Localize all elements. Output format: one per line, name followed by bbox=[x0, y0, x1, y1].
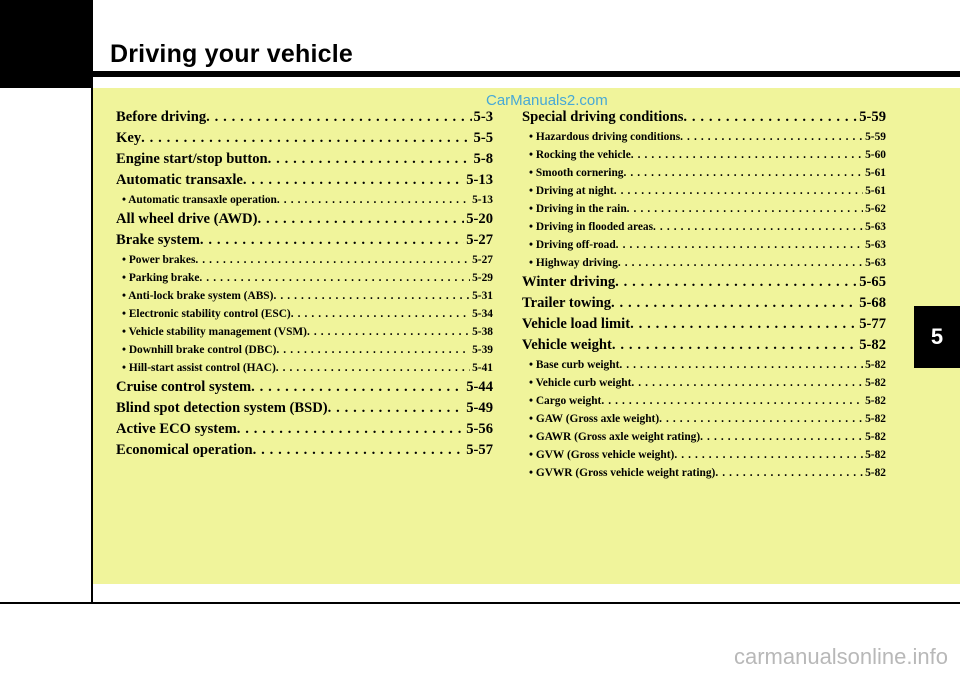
toc-entry-page: 5-77 bbox=[859, 316, 886, 332]
toc-right-column bbox=[522, 107, 886, 482]
dot-leader bbox=[612, 335, 857, 356]
toc-subentry[interactable] bbox=[522, 164, 886, 182]
toc-left-column bbox=[116, 107, 493, 461]
dot-leader bbox=[195, 251, 470, 269]
toc-entry-page: 5-60 bbox=[865, 149, 886, 161]
dot-leader bbox=[631, 374, 863, 392]
toc-entry[interactable] bbox=[116, 170, 493, 191]
toc-entry-page: 5-20 bbox=[466, 211, 493, 227]
dot-leader bbox=[614, 182, 863, 200]
toc-entry-page: 5-5 bbox=[473, 130, 493, 146]
dot-leader bbox=[680, 128, 863, 146]
corner-block bbox=[0, 0, 92, 88]
dot-leader bbox=[611, 293, 857, 314]
toc-entry[interactable] bbox=[116, 149, 493, 170]
toc-entry-page: 5-41 bbox=[472, 362, 493, 374]
toc-entry-title: Vehicle weight bbox=[522, 337, 612, 353]
dot-leader bbox=[268, 149, 472, 170]
toc-entry-page: 5-68 bbox=[859, 295, 886, 311]
toc-entry-page: 5-61 bbox=[865, 167, 886, 179]
toc-entry-title: • Driving off-road bbox=[529, 239, 616, 251]
dot-leader bbox=[276, 359, 470, 377]
toc-entry-title: Blind spot detection system (BSD) bbox=[116, 400, 328, 416]
toc-entry-title: • Base curb weight bbox=[529, 359, 620, 371]
dot-leader bbox=[615, 272, 857, 293]
title-underline bbox=[93, 71, 960, 77]
toc-entry[interactable] bbox=[522, 293, 886, 314]
toc-subentry[interactable] bbox=[522, 356, 886, 374]
toc-entry-title: • Hazardous driving conditions bbox=[529, 131, 681, 143]
dot-leader bbox=[627, 200, 863, 218]
toc-subentry[interactable] bbox=[116, 359, 493, 377]
dot-leader bbox=[307, 323, 470, 341]
toc-entry-title: Cruise control system bbox=[116, 379, 252, 395]
toc-entry-title: • Driving in the rain bbox=[529, 203, 627, 215]
dot-leader bbox=[251, 377, 464, 398]
dot-leader bbox=[273, 287, 470, 305]
toc-entry-title: Trailer towing bbox=[522, 295, 612, 311]
toc-entry-title: Special driving conditions bbox=[522, 109, 684, 125]
dot-leader bbox=[700, 428, 863, 446]
toc-entry[interactable] bbox=[522, 335, 886, 356]
dot-leader bbox=[328, 398, 465, 419]
toc-subentry[interactable] bbox=[522, 464, 886, 482]
toc-subentry[interactable] bbox=[116, 341, 493, 359]
toc-subentry[interactable] bbox=[522, 254, 886, 272]
toc-subentry[interactable] bbox=[116, 191, 493, 209]
toc-entry-title: Vehicle load limit bbox=[522, 316, 631, 332]
page-title: Driving your vehicle bbox=[110, 40, 353, 68]
toc-entry-page: 5-59 bbox=[865, 131, 886, 143]
toc-entry-page: 5-3 bbox=[473, 109, 493, 125]
toc-entry-page: 5-29 bbox=[472, 272, 493, 284]
toc-subentry[interactable] bbox=[116, 269, 493, 287]
toc-entry[interactable] bbox=[116, 128, 493, 149]
dot-leader bbox=[715, 464, 863, 482]
toc-entry-title: • Highway driving bbox=[529, 257, 618, 269]
toc-entry-title: • Automatic transaxle operation bbox=[122, 194, 277, 206]
toc-entry-title: Key bbox=[116, 130, 142, 146]
toc-entry-title: • Smooth cornering bbox=[529, 167, 624, 179]
toc-entry-page: 5-61 bbox=[865, 185, 886, 197]
toc-entry-title: • Driving in flooded areas bbox=[529, 221, 654, 233]
toc-entry-title: Winter driving bbox=[522, 274, 616, 290]
toc-entry-page: 5-82 bbox=[859, 337, 886, 353]
toc-subentry[interactable] bbox=[522, 428, 886, 446]
toc-entry[interactable] bbox=[522, 272, 886, 293]
toc-entry-title: • GAWR (Gross axle weight rating) bbox=[529, 431, 701, 443]
watermark-bottom: carmanualsonline.info bbox=[733, 644, 948, 669]
dot-leader bbox=[674, 446, 863, 464]
dot-leader bbox=[243, 170, 464, 191]
toc-entry-page: 5-27 bbox=[466, 232, 493, 248]
toc-subentry[interactable] bbox=[116, 287, 493, 305]
toc-entry-title: Engine start/stop button bbox=[116, 151, 268, 167]
toc-subentry[interactable] bbox=[522, 218, 886, 236]
toc-entry[interactable] bbox=[116, 398, 493, 419]
toc-entry[interactable] bbox=[116, 419, 493, 440]
toc-entry-title: • Parking brake bbox=[122, 272, 200, 284]
toc-entry[interactable] bbox=[116, 377, 493, 398]
toc-subentry[interactable] bbox=[522, 410, 886, 428]
toc-entry-page: 5-57 bbox=[466, 442, 493, 458]
toc-entry-page: 5-49 bbox=[466, 400, 493, 416]
toc-subentry[interactable] bbox=[116, 251, 493, 269]
toc-entry-title: • Vehicle curb weight bbox=[529, 377, 632, 389]
toc-entry-title: • Vehicle stability management (VSM) bbox=[122, 326, 307, 338]
toc-entry-page: 5-82 bbox=[865, 359, 886, 371]
toc-entry-title: • GAW (Gross axle weight) bbox=[529, 413, 660, 425]
toc-entry-page: 5-82 bbox=[865, 467, 886, 479]
toc-entry-page: 5-82 bbox=[865, 377, 886, 389]
toc-entry-title: • GVW (Gross vehicle weight) bbox=[529, 449, 675, 461]
left-divider bbox=[91, 0, 93, 604]
dot-leader bbox=[206, 107, 471, 128]
toc-entry-page: 5-63 bbox=[865, 257, 886, 269]
dot-leader bbox=[200, 230, 464, 251]
watermark-top: CarManuals2.com bbox=[486, 92, 608, 109]
toc-entry-title: • Anti-lock brake system (ABS) bbox=[122, 290, 274, 302]
dot-leader bbox=[619, 356, 863, 374]
toc-subentry[interactable] bbox=[522, 128, 886, 146]
dot-leader bbox=[253, 440, 465, 461]
toc-entry-page: 5-59 bbox=[859, 109, 886, 125]
toc-entry-page: 5-31 bbox=[472, 290, 493, 302]
toc-entry[interactable] bbox=[522, 107, 886, 128]
dot-leader bbox=[631, 146, 863, 164]
toc-entry-page: 5-63 bbox=[865, 239, 886, 251]
dot-leader bbox=[618, 254, 863, 272]
toc-entry-page: 5-82 bbox=[865, 395, 886, 407]
dot-leader bbox=[276, 341, 470, 359]
toc-entry[interactable] bbox=[522, 314, 886, 335]
toc-subentry[interactable] bbox=[522, 146, 886, 164]
toc-entry-page: 5-63 bbox=[865, 221, 886, 233]
toc-entry[interactable] bbox=[116, 230, 493, 251]
toc-entry-title: All wheel drive (AWD) bbox=[116, 211, 258, 227]
bottom-divider bbox=[0, 602, 960, 604]
dot-leader bbox=[683, 107, 857, 128]
toc-entry[interactable] bbox=[116, 107, 493, 128]
dot-leader bbox=[257, 209, 464, 230]
dot-leader bbox=[237, 419, 464, 440]
toc-subentry[interactable] bbox=[522, 182, 886, 200]
toc-subentry[interactable] bbox=[522, 374, 886, 392]
toc-entry-title: Brake system bbox=[116, 232, 200, 248]
toc-entry-page: 5-82 bbox=[865, 431, 886, 443]
dot-leader bbox=[277, 191, 470, 209]
toc-entry-page: 5-65 bbox=[859, 274, 886, 290]
toc-entry-page: 5-13 bbox=[472, 194, 493, 206]
toc-subentry[interactable] bbox=[522, 200, 886, 218]
toc-entry-page: 5-56 bbox=[466, 421, 493, 437]
toc-entry-page: 5-34 bbox=[472, 308, 493, 320]
dot-leader bbox=[616, 236, 863, 254]
toc-entry-page: 5-13 bbox=[466, 172, 493, 188]
toc-entry-page: 5-8 bbox=[473, 151, 493, 167]
toc-entry-page: 5-27 bbox=[472, 254, 493, 266]
dot-leader bbox=[623, 164, 863, 182]
toc-entry-title: • Electronic stability control (ESC) bbox=[122, 308, 291, 320]
toc-entry-page: 5-82 bbox=[865, 413, 886, 425]
toc-entry-title: • GVWR (Gross vehicle weight rating) bbox=[529, 467, 716, 479]
toc-entry-title: Automatic transaxle bbox=[116, 172, 243, 188]
dot-leader bbox=[653, 218, 863, 236]
toc-subentry[interactable] bbox=[116, 323, 493, 341]
chapter-tab[interactable]: 5 bbox=[914, 306, 960, 368]
dot-leader bbox=[601, 392, 863, 410]
toc-entry-page: 5-39 bbox=[472, 344, 493, 356]
dot-leader bbox=[141, 128, 471, 149]
toc-entry-title: • Driving at night bbox=[529, 185, 614, 197]
toc-entry-title: • Downhill brake control (DBC) bbox=[122, 344, 277, 356]
toc-entry-title: • Rocking the vehicle bbox=[529, 149, 631, 161]
toc-subentry[interactable] bbox=[116, 305, 493, 323]
toc-subentry[interactable] bbox=[522, 236, 886, 254]
toc-entry-title: Before driving bbox=[116, 109, 207, 125]
toc-entry-page: 5-38 bbox=[472, 326, 493, 338]
dot-leader bbox=[659, 410, 863, 428]
toc-subentry[interactable] bbox=[522, 446, 886, 464]
toc-subentry[interactable] bbox=[522, 392, 886, 410]
toc-entry-title: Economical operation bbox=[116, 442, 253, 458]
toc-entry-page: 5-44 bbox=[466, 379, 493, 395]
toc-entry-title: • Power brakes bbox=[122, 254, 196, 266]
dot-leader bbox=[199, 269, 470, 287]
toc-entry[interactable] bbox=[116, 440, 493, 461]
toc-entry[interactable] bbox=[116, 209, 493, 230]
dot-leader bbox=[291, 305, 470, 323]
toc-entry-page: 5-62 bbox=[865, 203, 886, 215]
toc-entry-page: 5-82 bbox=[865, 449, 886, 461]
dot-leader bbox=[630, 314, 857, 335]
toc-entry-title: • Cargo weight bbox=[529, 395, 602, 407]
toc-entry-title: • Hill-start assist control (HAC) bbox=[122, 362, 276, 374]
toc-entry-title: Active ECO system bbox=[116, 421, 237, 437]
